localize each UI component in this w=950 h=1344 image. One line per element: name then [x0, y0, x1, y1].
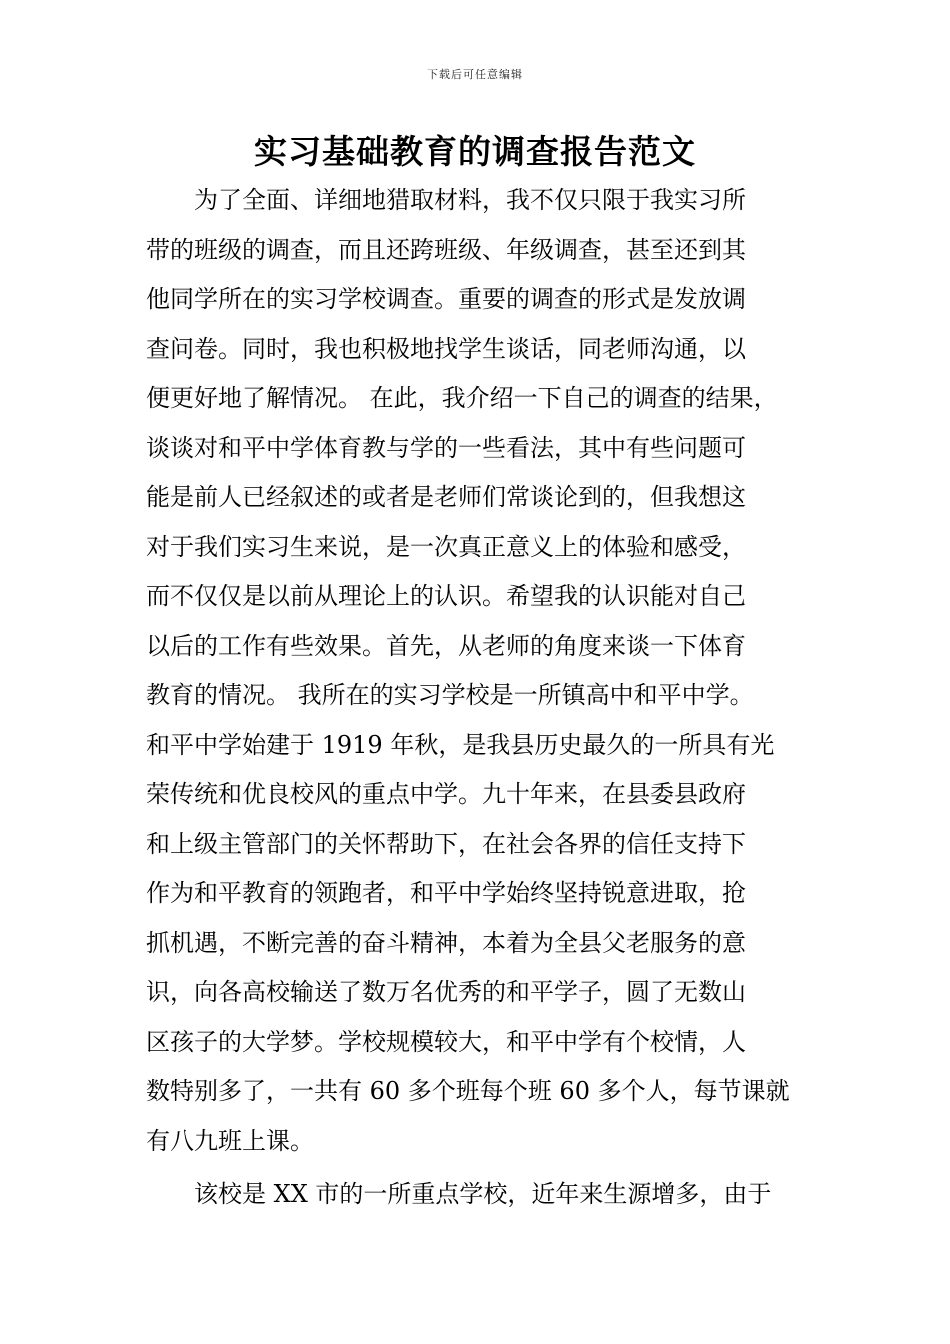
document-title: 实习基础教育的调查报告范文 — [254, 132, 696, 171]
text-line: 为了全面、详细地猎取材料，我不仅只限于我实习所 — [146, 186, 746, 214]
text-line: 该校是 XX 市的一所重点学校，近年来生源增多，由于 — [146, 1180, 772, 1208]
text-line: 荣传统和优良校风的重点中学。九十年来，在县委县政府 — [146, 780, 746, 808]
paragraph-2 — [146, 1170, 810, 1220]
text-line: 识，向各高校输送了数万名优秀的和平学子，圆了无数山 — [146, 978, 746, 1006]
text-line: 和平中学始建于 1919 年秋，是我县历史最久的一所具有光 — [146, 730, 775, 759]
text-line: 对于我们实习生来说，是一次真正意义上的体验和感受， — [146, 532, 746, 561]
text-line: 抓机遇，不断完善的奋斗精神，本着为全县父老服务的意 — [146, 928, 746, 957]
text-line: 能是前人已经叙述的或者是老师们常谈论到的，但我想这 — [146, 483, 746, 511]
text-line: 数特别多了，一共有 60 多个班每个班 60 多个人，每节课就 — [146, 1077, 790, 1105]
text-line: 便更好地了解情况。 在此，我介绍一下自己的调查的结果， — [146, 384, 778, 412]
text-line: 区孩子的大学梦。学校规模较大，和平中学有个校情，人 — [146, 1027, 746, 1056]
text-line: 和上级主管部门的关怀帮助下，在社会各界的信任支持下 — [146, 829, 746, 858]
text-line: 查问卷。同时，我也积极地找学生谈话，同老师沟通，以 — [146, 334, 746, 363]
text-line: 作为和平教育的领跑者，和平中学始终坚持锐意进取，抢 — [146, 879, 746, 907]
text-line: 以后的工作有些效果。首先，从老师的角度来谈一下体育 — [146, 631, 746, 660]
text-line: 而不仅仅是以前从理论上的认识。希望我的认识能对自己 — [146, 582, 746, 610]
text-line: 带的班级的调查，而且还跨班级、年级调查，甚至还到其 — [146, 235, 746, 264]
text-line: 谈谈对和平中学体育教与学的一些看法，其中有些问题可 — [146, 433, 746, 462]
text-line: 教育的情况。 我所在的实习学校是一所镇高中和平中学。 — [146, 681, 754, 709]
page-header: 下载后可任意编辑 — [427, 68, 523, 81]
document-body — [146, 176, 810, 1220]
paragraph-1 — [146, 176, 810, 1166]
text-line: 他同学所在的实习学校调查。重要的调查的形式是发放调 — [146, 285, 746, 313]
text-line: 有八九班上课。 — [146, 1126, 314, 1155]
